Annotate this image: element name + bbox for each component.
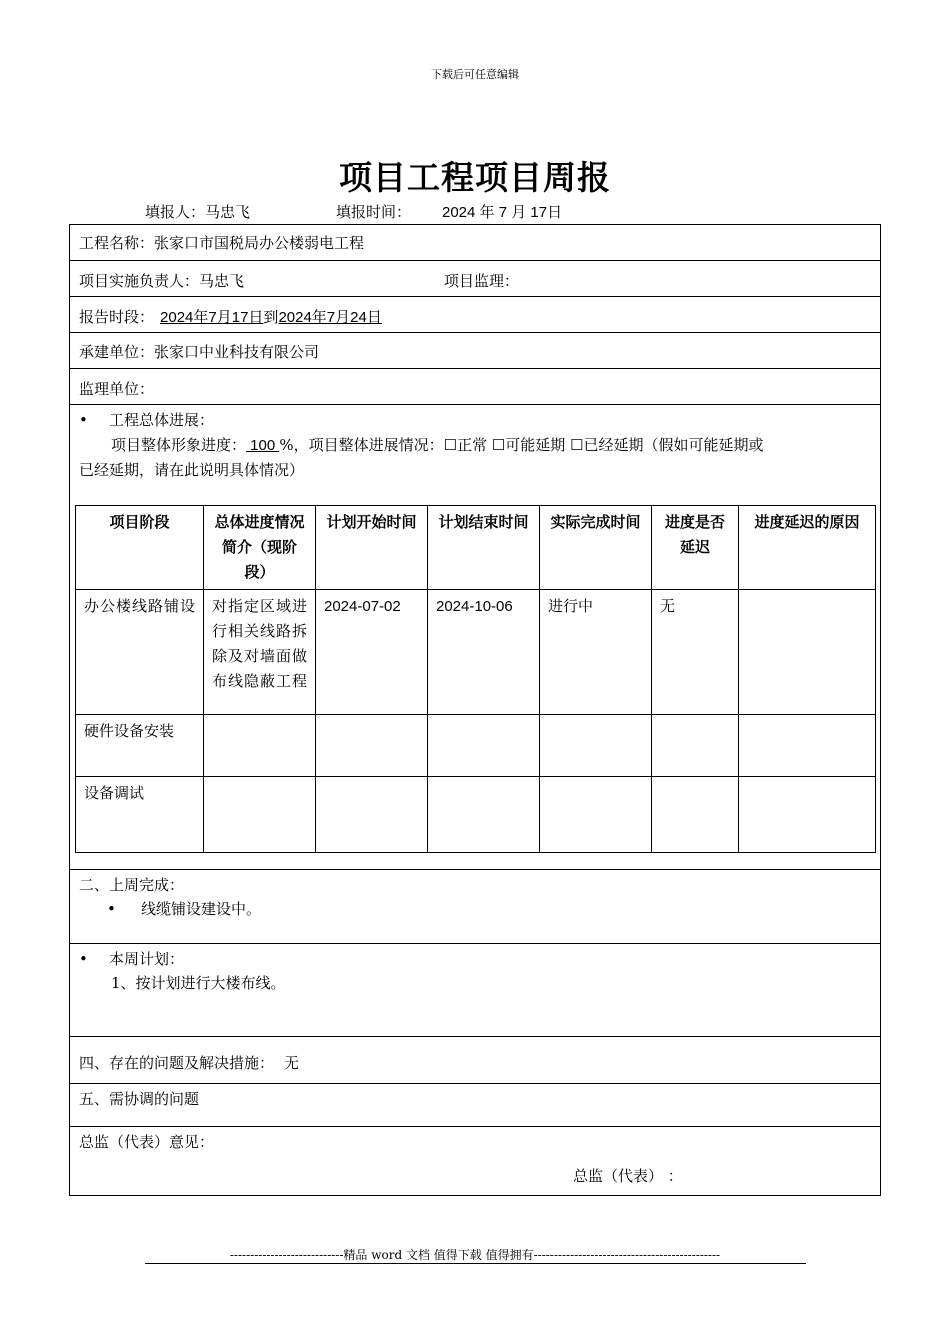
footer-note: ----------------------------精品 word 文档 值得下载 值得拥有---------------------------------------------- — [229, 1248, 721, 1262]
last-week-item — [107, 898, 261, 919]
table-header: 计划结束时间 — [428, 506, 540, 590]
table-cell — [739, 715, 876, 777]
period-end: 2024年7月24日 — [278, 309, 382, 326]
table-cell — [652, 715, 739, 777]
bullet-icon: • — [79, 950, 88, 968]
row-last-week — [69, 869, 881, 944]
bullet-icon: • — [107, 900, 116, 918]
progress-table — [75, 505, 876, 853]
last-week-heading: 二、上周完成： — [79, 876, 185, 894]
supervisor-label: 项目监理： — [444, 272, 520, 290]
time-value: 2024 年 7 月 17日 — [442, 204, 563, 221]
progress-heading — [79, 409, 214, 430]
issues — [79, 1052, 299, 1073]
row-supervision — [69, 368, 881, 405]
row-this-week — [69, 943, 881, 1037]
table-header: 总体进度情况简介（现阶段） — [204, 506, 316, 590]
row-period — [69, 296, 881, 333]
progress-status — [111, 434, 764, 455]
row-issues — [69, 1036, 881, 1084]
table-cell: 设备调试 — [76, 777, 204, 853]
table-cell — [739, 777, 876, 853]
table-cell: 2024-07-02 — [316, 590, 428, 715]
period-start: 2024年7月17日 — [160, 309, 264, 326]
director-opinion: 总监（代表）意见： — [79, 1133, 215, 1151]
table-cell: 办公楼线路铺设 — [76, 590, 204, 715]
bullet-icon: • — [79, 411, 88, 429]
footer-divider — [145, 1263, 806, 1264]
row-project-name — [69, 224, 881, 261]
table-header: 计划开始时间 — [316, 506, 428, 590]
row-manager — [69, 260, 881, 297]
row-director — [69, 1126, 881, 1196]
image-progress-label: 项目整体形象进度： — [111, 436, 247, 454]
page-title: 项目工程项目周报 — [339, 158, 611, 197]
table-cell: 进行中 — [540, 590, 652, 715]
table-header: 进度延迟的原因 — [739, 506, 876, 590]
table-header-row — [76, 506, 876, 590]
table-header: 项目阶段 — [76, 506, 204, 590]
table-row — [76, 590, 876, 715]
table-header: 实际完成时间 — [540, 506, 652, 590]
project-name: 工程名称：张家口市国税局办公楼弱电工程 — [79, 234, 365, 252]
table-cell — [204, 715, 316, 777]
table-cell — [652, 777, 739, 853]
coordination: 五、需协调的问题 — [79, 1090, 200, 1108]
period-label-text: 报告时段： — [79, 308, 155, 326]
table-cell — [428, 715, 540, 777]
row-contractor — [69, 332, 881, 369]
table-cell — [540, 715, 652, 777]
time-label: 填报时间： — [336, 203, 412, 221]
table-cell — [540, 777, 652, 853]
header-note: 下载后可任意编辑 — [431, 68, 519, 81]
table-header: 进度是否延迟 — [652, 506, 739, 590]
table-cell: 对指定区域进行相关线路拆除及对墙面做布线隐蔽工程 — [204, 590, 316, 715]
director-sign: 总监（代表） ： — [573, 1167, 683, 1185]
table-cell: 无 — [652, 590, 739, 715]
filler-label: 填报人：马忠飞 — [145, 203, 251, 221]
issues-value: 无 — [284, 1054, 300, 1072]
table-row — [76, 777, 876, 853]
table-cell — [316, 777, 428, 853]
table-cell: 2024-10-06 — [428, 590, 540, 715]
this-week-item: 1、按计划进行大楼布线。 — [111, 974, 286, 992]
progress-heading-text: 工程总体进展： — [109, 411, 215, 429]
contractor: 承建单位：张家口中业科技有限公司 — [79, 343, 320, 361]
progress-status-text: %，项目整体进展情况：☐正常 ☐可能延期 ☐已经延期（假如可能延期或 — [279, 436, 764, 454]
this-week-heading-text: 本周计划： — [109, 950, 185, 968]
manager-label: 项目实施负责人：马忠飞 — [79, 272, 245, 290]
table-cell: 硬件设备安装 — [76, 715, 204, 777]
row-coordination — [69, 1083, 881, 1127]
period-to: 到 — [263, 308, 279, 326]
last-week-item-text: 线缆铺设建设中。 — [141, 900, 262, 918]
progress-status-2: 已经延期，请在此说明具体情况） — [79, 461, 305, 479]
image-progress-value: 100 — [246, 437, 280, 454]
table-row — [76, 715, 876, 777]
supervision-unit: 监理单位： — [79, 380, 155, 398]
period-label — [79, 306, 382, 327]
table-cell — [428, 777, 540, 853]
table-cell — [204, 777, 316, 853]
this-week-heading — [79, 948, 184, 969]
issues-label: 四、存在的问题及解决措施： — [79, 1054, 275, 1072]
table-cell — [316, 715, 428, 777]
table-cell — [739, 590, 876, 715]
